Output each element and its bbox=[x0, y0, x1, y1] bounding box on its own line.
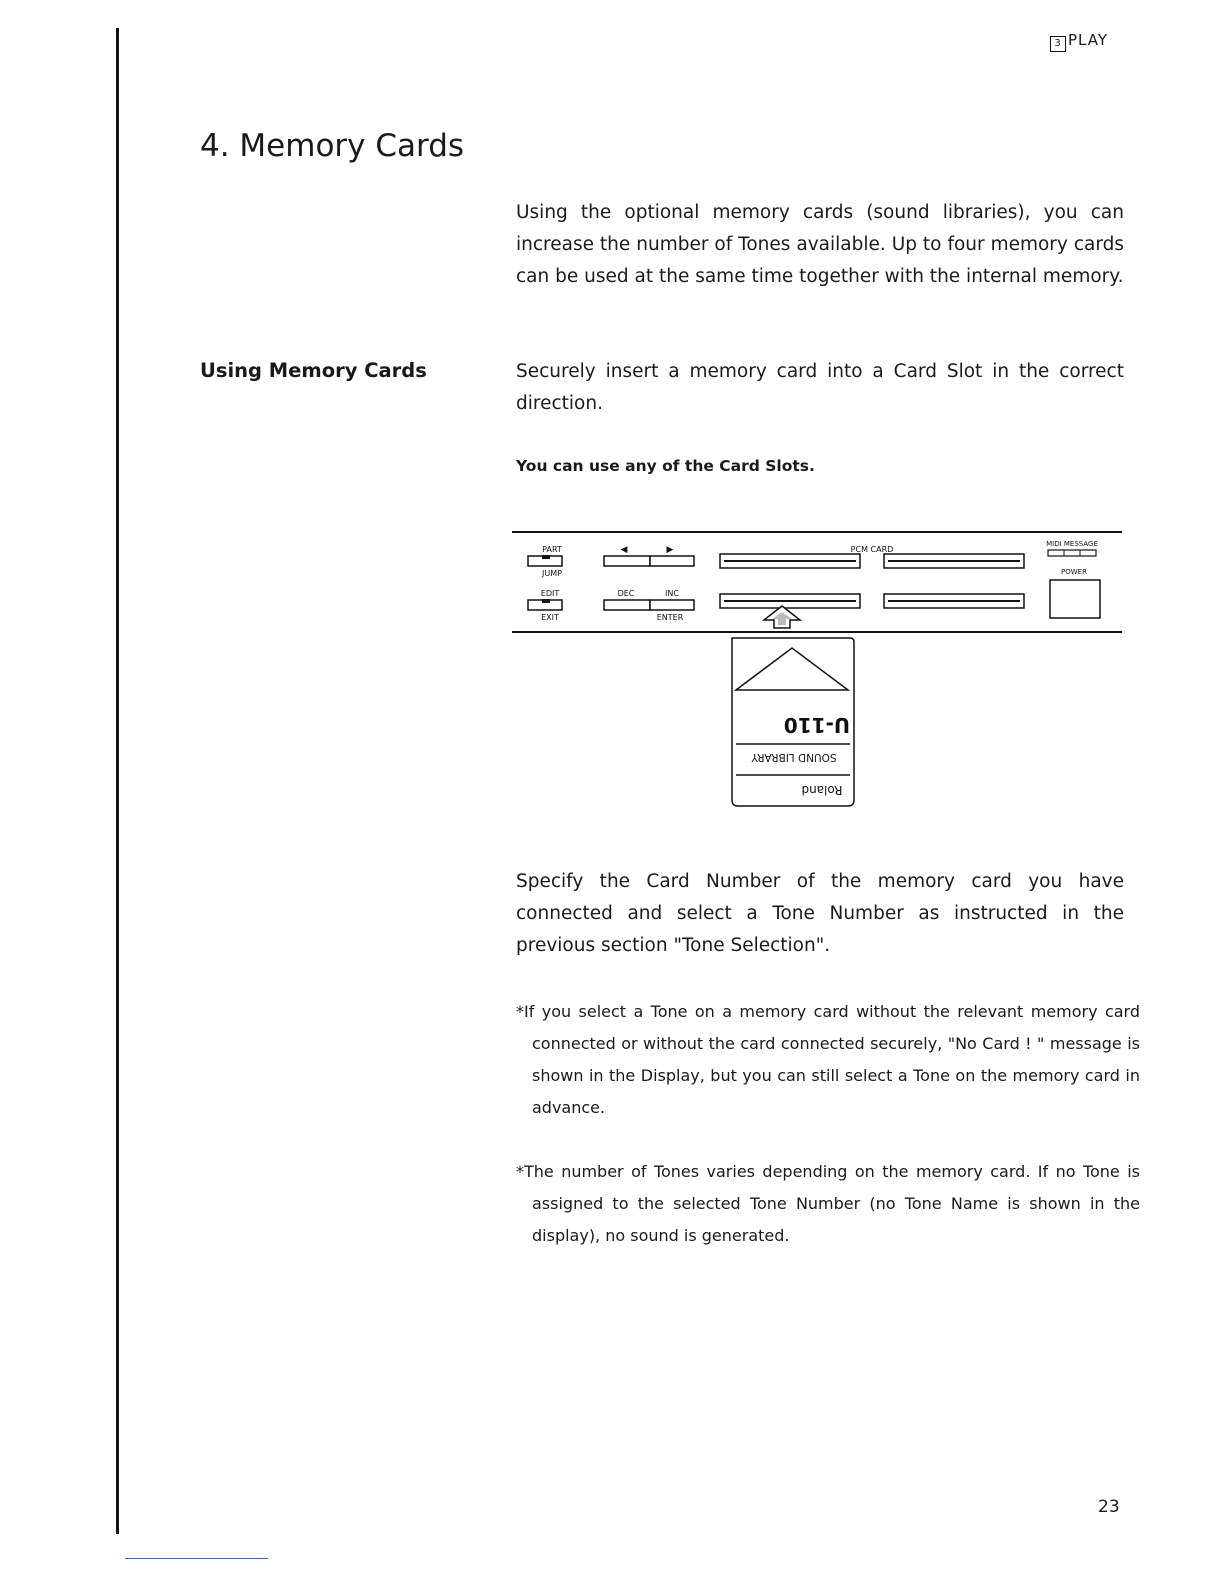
card-library-text: SOUND LIBRARY bbox=[751, 751, 837, 763]
pcm-card-label: PCM CARD bbox=[850, 545, 894, 554]
note-item: *The number of Tones varies depending on the memory card. If no Tone is assigned to the selected Tone Number (no Tone Name is shown in the display), no sound is generated. bbox=[516, 1162, 1140, 1245]
card-brand-text: Roland bbox=[801, 783, 843, 797]
cursor-right-button[interactable] bbox=[650, 556, 694, 566]
right-arrow-label: ▶ bbox=[666, 545, 674, 555]
card-slot-note: You can use any of the Card Slots. bbox=[516, 457, 815, 475]
play-icon: 3 bbox=[1050, 36, 1066, 52]
panel-diagram bbox=[512, 528, 1124, 810]
memory-card-illustration bbox=[732, 638, 854, 806]
footer-rule bbox=[125, 1558, 268, 1559]
power-switch[interactable] bbox=[1050, 580, 1100, 618]
cursor-left-button[interactable] bbox=[604, 556, 650, 566]
midi-message-label: MIDI MESSAGE bbox=[1046, 540, 1098, 548]
intro-paragraph: Using the optional memory cards (sound libraries), you can increase the number of Tones available. Up to four memory cards can be used at the same time together with the internal memory. bbox=[516, 202, 1124, 287]
jump-label: JUMP bbox=[542, 569, 562, 578]
card-model-text: U-110 bbox=[783, 713, 851, 737]
front-panel-illustration bbox=[512, 528, 1124, 810]
dec-button[interactable] bbox=[604, 600, 650, 610]
inc-button[interactable] bbox=[650, 600, 694, 610]
dec-label: DEC bbox=[617, 589, 635, 598]
page-title: 4. Memory Cards bbox=[200, 128, 465, 164]
left-arrow-label: ◀ bbox=[620, 545, 628, 555]
margin-rule bbox=[116, 28, 119, 1534]
insert-arrow-icon bbox=[764, 606, 800, 628]
enter-label: ENTER bbox=[656, 613, 684, 622]
mode-tag bbox=[1050, 31, 1108, 52]
instruction-paragraph: Securely insert a memory card into a Card Slot in the correct direction. bbox=[516, 361, 1124, 414]
page-number: 23 bbox=[1098, 1497, 1120, 1517]
note-item: *If you select a Tone on a memory card without the relevant memory card connected or without the card connected securely, "No Card ! " message is shown in the Display, but you can still select a Tone on the memory card in advance. bbox=[516, 1002, 1140, 1117]
edit-label: EDIT bbox=[540, 589, 560, 598]
power-label: POWER bbox=[1061, 568, 1087, 576]
section-heading: Using Memory Cards bbox=[200, 359, 427, 382]
body-paragraph: Specify the Card Number of the memory card you have connected and select a Tone Number as instructed in the previous section "Tone Selection". bbox=[516, 871, 1124, 956]
midi-message-indicator bbox=[1048, 550, 1096, 556]
inc-label: INC bbox=[665, 589, 679, 598]
mode-label: PLAY bbox=[1068, 31, 1109, 49]
part-label: PART bbox=[542, 545, 562, 554]
exit-label: EXIT bbox=[541, 613, 559, 622]
